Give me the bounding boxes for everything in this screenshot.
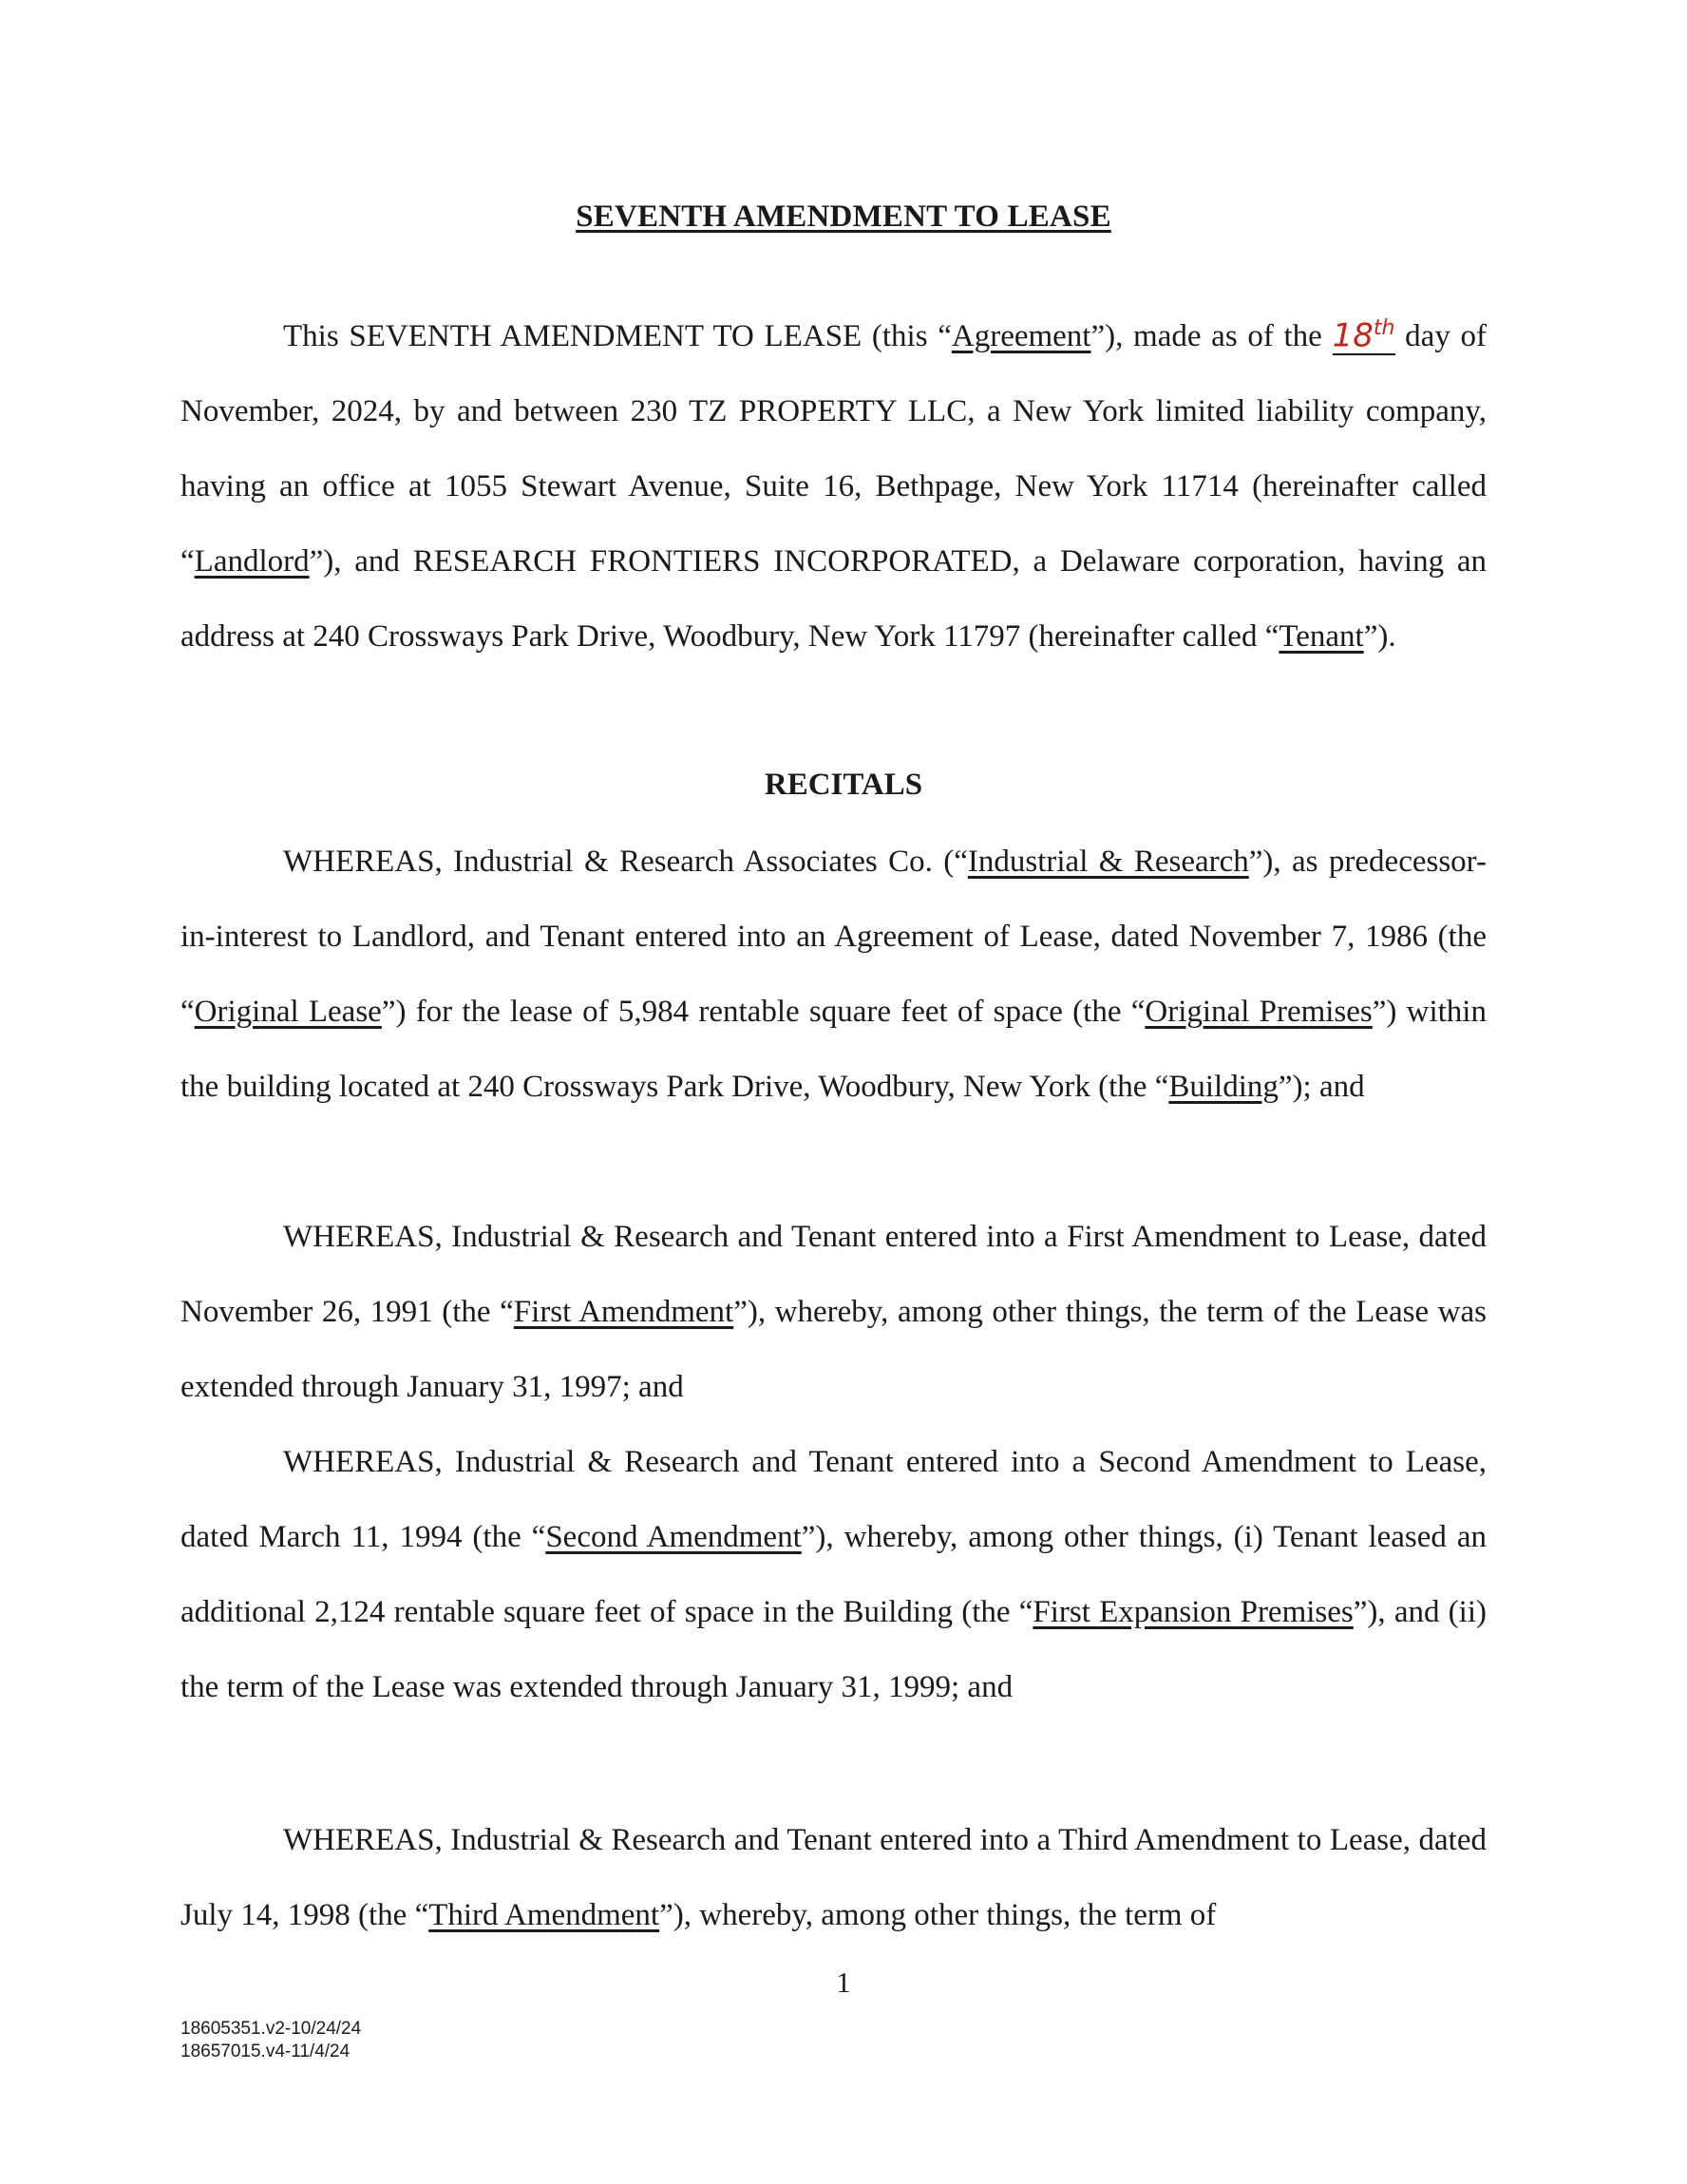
recital4-text-b: ”), whereby, among other things, the term of <box>659 1898 1217 1932</box>
recital3-text-b: ”), whereby, among other things, (i) Tenant leased an additional 2,124 rentable square feet of space in the Building (the “ <box>180 1520 1487 1629</box>
intro-text-2: ”), made as of the <box>1090 319 1333 353</box>
recitals-heading: RECITALS <box>764 768 923 802</box>
recital-third-amendment <box>180 1803 1487 1953</box>
document-id-footer <box>180 2018 361 2063</box>
recital-original-lease <box>180 825 1487 1125</box>
intro-text-5: ”). <box>1363 619 1396 654</box>
defined-term-third-amendment: Third Amendment <box>428 1898 660 1932</box>
recital2-text-a: WHEREAS, Industrial & Research and Tenant entered into a First Amendment to Lease, dated November 26, 1991 (the “ <box>180 1220 1487 1329</box>
recital1-text-e: ”); and <box>1278 1070 1365 1104</box>
defined-term-building: Building <box>1168 1070 1279 1104</box>
defined-term-first-amendment: First Amendment <box>513 1295 734 1329</box>
document-id-line: 18657015.v4-11/4/24 <box>180 2042 351 2061</box>
recital3-text-c: ”), and (ii) the term of the Lease was extended through January 31, 1999; and <box>180 1595 1487 1704</box>
intro-paragraph <box>180 299 1487 674</box>
defined-term-second-amendment: Second Amendment <box>545 1520 802 1554</box>
recital1-text-b: ”), as predecessor-in-interest to Landlord, and Tenant entered into an Agreement of Lease, dated November 7, 1986 (the “ <box>180 845 1487 1029</box>
page-number: 1 <box>836 1966 851 1999</box>
recital3-text-a: WHEREAS, Industrial & Research and Tenant entered into a Second Amendment to Lease, dated March 11, 1994 (the “ <box>180 1445 1487 1554</box>
defined-term-tenant: Tenant <box>1279 619 1364 654</box>
handwritten-day-number: 18 <box>1332 316 1374 354</box>
recital-second-amendment <box>180 1425 1487 1725</box>
defined-term-first-expansion-premises: First Expansion Premises <box>1033 1595 1354 1629</box>
defined-term-original-premises: Original Premises <box>1145 995 1373 1029</box>
handwritten-day-suffix: th <box>1373 315 1395 340</box>
intro-text-1: This SEVENTH AMENDMENT TO LEASE (this “ <box>283 319 952 353</box>
defined-term-agreement: Agreement <box>951 319 1091 353</box>
document-id-line: 18605351.v2-10/24/24 <box>180 2019 362 2039</box>
recital1-text-c: ”) for the lease of 5,984 rentable square feet of space (the “ <box>381 995 1146 1029</box>
document-title: SEVENTH AMENDMENT TO LEASE <box>576 199 1111 234</box>
recital-first-amendment <box>180 1200 1487 1425</box>
defined-term-landlord: Landlord <box>194 544 310 579</box>
recital1-text-a: WHEREAS, Industrial & Research Associates Co. (“ <box>283 845 968 879</box>
defined-term-industrial-research: Industrial & Research <box>967 845 1249 879</box>
recital2-text-b: ”), whereby, among other things, the term of the Lease was extended through January 31, 1997; and <box>180 1295 1487 1404</box>
intro-text-4: ”), and RESEARCH FRONTIERS INCORPORATED, a Delaware corporation, having an address at 240 Crossways Park Drive, Woodbury, New York 11797 (hereinafter called “ <box>180 544 1487 654</box>
recital4-text-a: WHEREAS, Industrial & Research and Tenant entered into a Third Amendment to Lease, dated July 14, 1998 (the “ <box>180 1823 1487 1932</box>
handwritten-day <box>1333 311 1395 355</box>
defined-term-original-lease: Original Lease <box>194 995 382 1029</box>
recital1-text-d: ”) within the building located at 240 Crossways Park Drive, Woodbury, New York (the “ <box>180 995 1487 1104</box>
intro-text-3: day of November, 2024, by and between 230 TZ PROPERTY LLC, a New York limited liability company, having an office at 1055 Stewart Avenue, Suite 16, Bethpage, New York 11714 (hereinafter called “ <box>180 319 1487 579</box>
